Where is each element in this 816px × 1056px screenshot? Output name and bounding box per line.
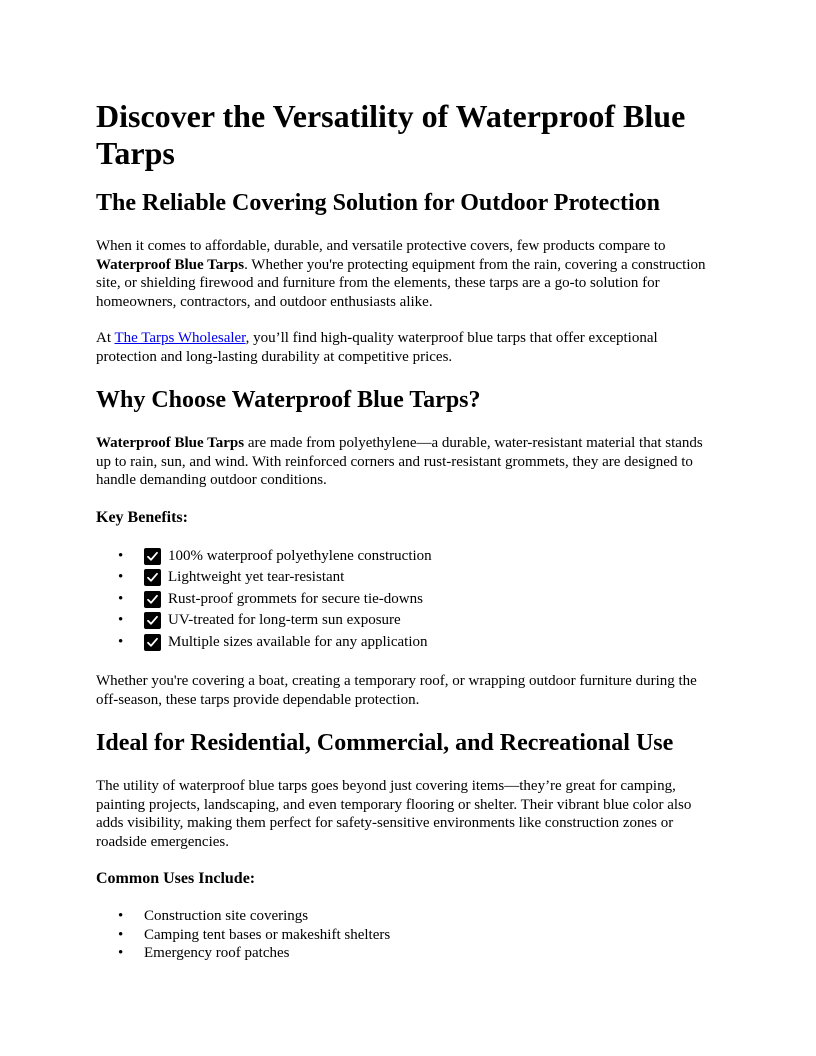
bullet-glyph: •	[118, 945, 124, 961]
key-benefits-list	[96, 546, 720, 654]
intro-text-end: . Whether you're protecting equipment from the rain, covering a construction site, or shielding firewood and furniture from the elements, these tarps are a go-to solution for homeowners, contractors, and outdoor enthusiasts alike.	[96, 256, 706, 310]
benefit-label: 100% waterproof polyethylene construction	[168, 547, 432, 564]
use-label: Construction site coverings	[144, 908, 309, 924]
list-item	[118, 926, 720, 945]
wholesaler-paragraph	[96, 329, 720, 366]
check-mark-icon	[144, 569, 161, 586]
tarps-wholesaler-link[interactable]: The Tarps Wholesaler	[114, 330, 246, 346]
document-page	[96, 98, 720, 982]
benefit-label: Multiple sizes available for any application	[168, 633, 428, 650]
why-choose-paragraph	[96, 434, 720, 490]
benefit-label: UV-treated for long-term sun exposure	[168, 612, 401, 628]
check-mark-icon	[144, 612, 161, 629]
intro-text-start: When it comes to affordable, durable, and versatile protective covers, few products compare to	[96, 238, 666, 254]
bullet-glyph: •	[118, 547, 124, 564]
wholesaler-text-end: , you’ll find high-quality waterproof blue tarps that offer exceptional protection and long-lasting durability at competitive prices.	[96, 330, 658, 365]
use-label: Camping tent bases or makeshift shelters	[144, 926, 391, 943]
check-mark-icon	[144, 634, 161, 651]
benefit-label: Lightweight yet tear-resistant	[168, 569, 345, 585]
wholesaler-text-start: At	[96, 330, 115, 346]
list-item	[118, 589, 720, 611]
bullet-glyph: •	[118, 908, 124, 924]
why-choose-bold-product: Waterproof Blue Tarps	[96, 435, 245, 451]
common-uses-list	[96, 907, 720, 963]
why-choose-text: are made from polyethylene—a durable, water-resistant material that stands up to rain, sun, and wind. With reinforced corners and rust-resistant grommets, they are designed to handle demanding outdoor conditions.	[96, 435, 703, 488]
bullet-glyph: •	[118, 633, 124, 650]
benefit-label: Rust-proof grommets for secure tie-downs	[168, 590, 423, 607]
utility-paragraph: The utility of waterproof blue tarps goes beyond just covering items—they’re great for camping, painting projects, landscaping, and even temporary flooring or shelter. Their vibrant blue color also adds visibility, making them perfect for safety-sensitive environments like construction zones or roadside emergencies.	[96, 778, 692, 850]
section-heading-ideal-use: Ideal for Residential, Commercial, and Recreational Use	[96, 730, 674, 756]
list-item	[118, 944, 720, 963]
common-uses-heading: Common Uses Include:	[96, 870, 256, 887]
check-mark-icon	[144, 548, 161, 565]
use-label: Emergency roof patches	[144, 945, 290, 961]
section-heading-why-choose: Why Choose Waterproof Blue Tarps?	[96, 387, 481, 413]
bullet-glyph: •	[118, 590, 124, 607]
list-item	[118, 546, 720, 568]
list-item	[118, 907, 720, 926]
key-benefits-heading: Key Benefits:	[96, 508, 188, 526]
intro-paragraph	[96, 237, 720, 311]
section-heading-reliable-covering: The Reliable Covering Solution for Outdoor Protection	[96, 190, 660, 216]
dependable-protection-paragraph: Whether you're covering a boat, creating a temporary roof, or wrapping outdoor furniture during the off-season, these tarps provide dependable protection.	[96, 673, 697, 708]
bullet-glyph: •	[118, 612, 124, 628]
list-item	[118, 610, 720, 632]
bullet-glyph: •	[118, 926, 124, 943]
intro-bold-product: Waterproof Blue Tarps	[96, 256, 245, 273]
check-mark-icon	[144, 591, 161, 608]
list-item	[118, 632, 720, 654]
list-item	[118, 567, 720, 589]
page-title: Discover the Versatility of Waterproof Blue Tarps	[96, 98, 686, 171]
bullet-glyph: •	[118, 569, 124, 585]
